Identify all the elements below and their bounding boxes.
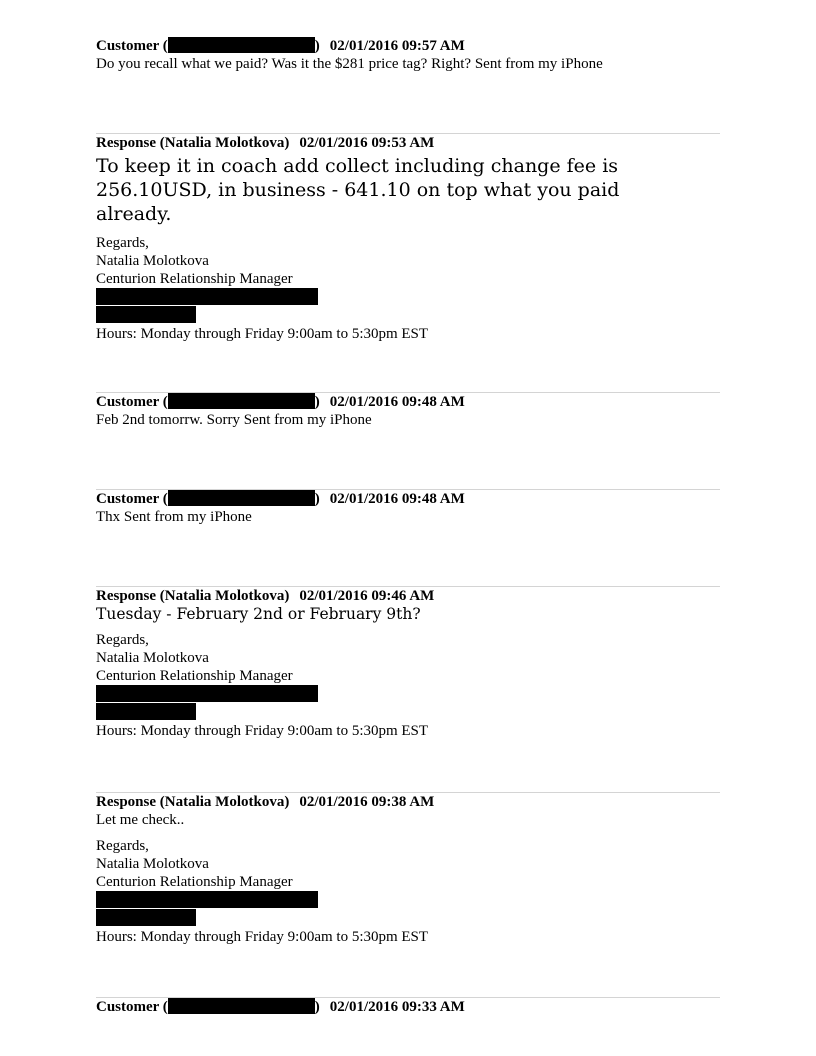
signature-title: Centurion Relationship Manager xyxy=(96,271,293,287)
redacted-email xyxy=(168,37,315,53)
message-header xyxy=(96,393,720,411)
message-header xyxy=(96,490,720,508)
timestamp: 02/01/2016 09:48 AM xyxy=(329,491,465,507)
signature-hours: Hours: Monday through Friday 9:00am to 5:30pm EST xyxy=(96,723,429,739)
timestamp: 02/01/2016 09:57 AM xyxy=(329,38,465,54)
sender-label: Customer ( xyxy=(96,38,168,54)
redacted-email xyxy=(168,393,315,409)
message-customer xyxy=(96,998,720,1016)
signature-name: Natalia Molotkova xyxy=(96,253,209,269)
signature-regards: Regards, xyxy=(96,235,149,251)
message-text: To keep it in coach add collect including change fee is 256.10USD, in business - 641.10 on top what you paid already. xyxy=(96,155,620,225)
sender-close: ) xyxy=(314,999,320,1015)
message-response xyxy=(96,587,720,740)
message-customer xyxy=(96,37,720,73)
redacted-email xyxy=(168,998,315,1014)
redacted-contact xyxy=(96,288,318,305)
message-text: Feb 2nd tomorrw. Sorry Sent from my iPhone xyxy=(96,412,372,428)
message-response xyxy=(96,793,720,946)
sender-label: Response (Natalia Molotkova) xyxy=(96,135,290,151)
message-text: Thx Sent from my iPhone xyxy=(96,509,252,525)
signature xyxy=(96,837,720,946)
signature-hours: Hours: Monday through Friday 9:00am to 5:30pm EST xyxy=(96,326,429,342)
redacted-contact xyxy=(96,685,318,702)
message-header xyxy=(96,134,720,152)
signature-regards: Regards, xyxy=(96,838,149,854)
redacted-contact xyxy=(96,909,196,926)
signature-regards: Regards, xyxy=(96,632,149,648)
timestamp: 02/01/2016 09:33 AM xyxy=(329,999,465,1015)
message-header xyxy=(96,793,720,811)
sender-label: Response (Natalia Molotkova) xyxy=(96,794,290,810)
redacted-email xyxy=(168,490,315,506)
timestamp: 02/01/2016 09:53 AM xyxy=(299,135,435,151)
sender-label: Response (Natalia Molotkova) xyxy=(96,588,290,604)
message-response xyxy=(96,134,720,343)
message-customer xyxy=(96,393,720,429)
timestamp: 02/01/2016 09:38 AM xyxy=(299,794,435,810)
signature-name: Natalia Molotkova xyxy=(96,650,209,666)
signature-title: Centurion Relationship Manager xyxy=(96,668,293,684)
sender-label: Customer ( xyxy=(96,999,168,1015)
sender-close: ) xyxy=(314,38,320,54)
redacted-contact xyxy=(96,306,196,323)
signature xyxy=(96,234,720,343)
sender-label: Customer ( xyxy=(96,394,168,410)
signature-hours: Hours: Monday through Friday 9:00am to 5:30pm EST xyxy=(96,929,429,945)
message-customer xyxy=(96,490,720,526)
redacted-contact xyxy=(96,703,196,720)
redacted-contact xyxy=(96,891,318,908)
sender-label: Customer ( xyxy=(96,491,168,507)
signature-title: Centurion Relationship Manager xyxy=(96,874,293,890)
signature xyxy=(96,631,720,740)
message-text: Let me check.. xyxy=(96,812,185,828)
message-header xyxy=(96,37,720,55)
message-header xyxy=(96,587,720,605)
timestamp: 02/01/2016 09:46 AM xyxy=(299,588,435,604)
signature-name: Natalia Molotkova xyxy=(96,856,209,872)
message-text: Tuesday - February 2nd or February 9th? xyxy=(96,605,421,623)
sender-close: ) xyxy=(314,394,320,410)
message-text: Do you recall what we paid? Was it the $281 price tag? Right? Sent from my iPhone xyxy=(96,56,603,72)
sender-close: ) xyxy=(314,491,320,507)
message-header xyxy=(96,998,720,1016)
timestamp: 02/01/2016 09:48 AM xyxy=(329,394,465,410)
